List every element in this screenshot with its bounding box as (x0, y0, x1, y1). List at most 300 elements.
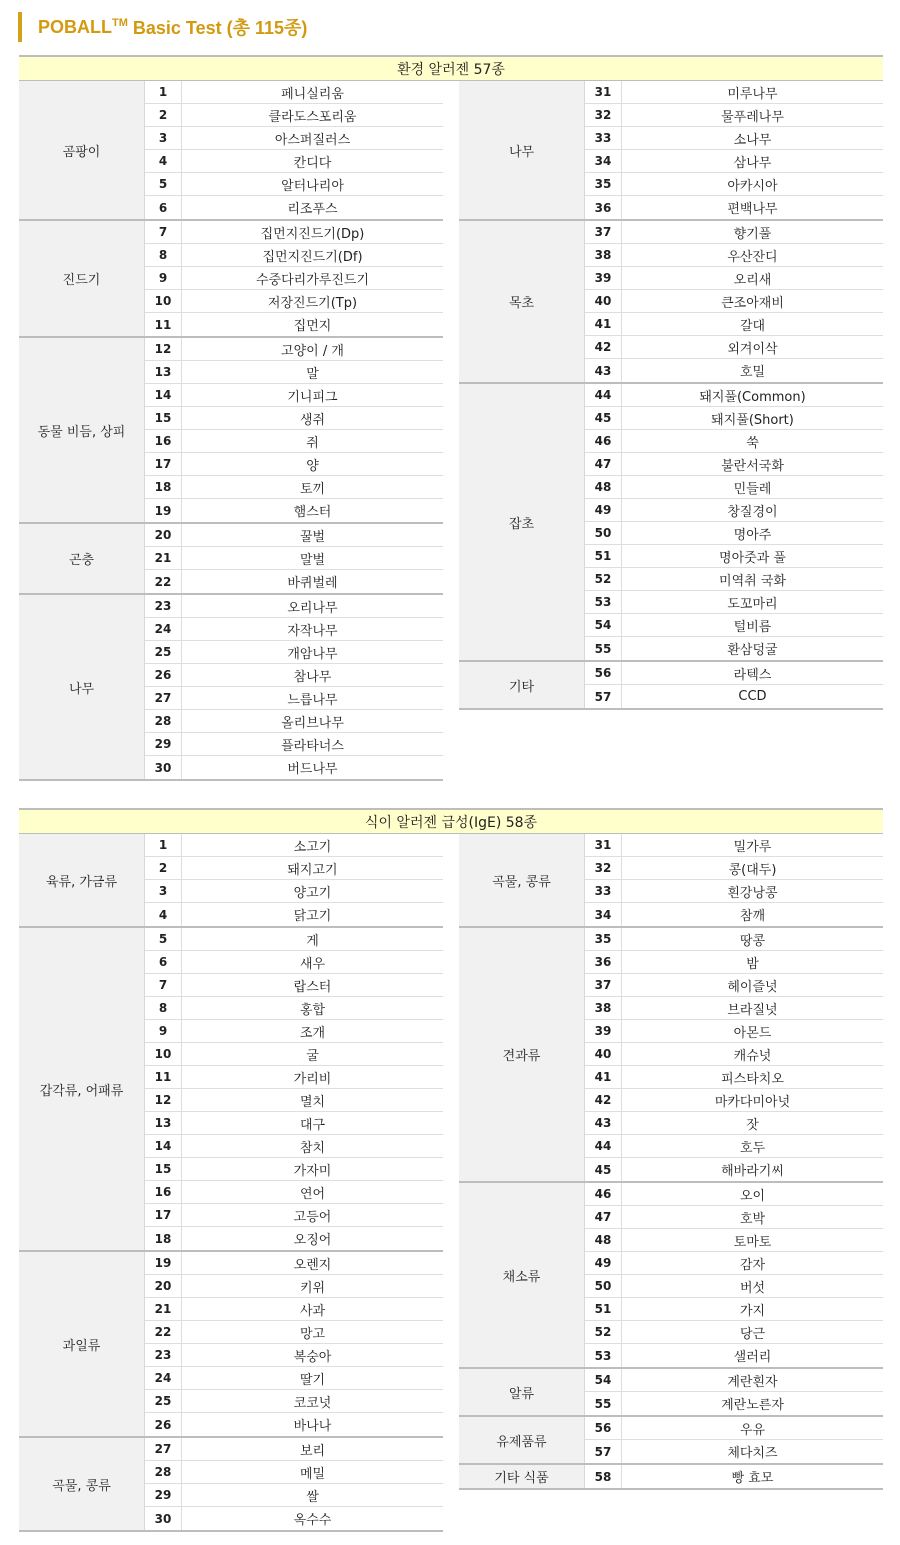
item-number: 23 (145, 595, 182, 617)
item-number: 37 (585, 974, 622, 996)
allergen-name: 물푸레나무 (721, 109, 784, 125)
category-label: 유제품류 (459, 1417, 585, 1463)
allergen-name: 굴 (306, 1048, 319, 1064)
allergen-name: 집먼지진드기(Dp) (260, 226, 365, 242)
allergen-name: 우산잔디 (727, 249, 778, 265)
table-row (145, 81, 443, 104)
item-number: 29 (145, 733, 182, 755)
allergen-name: 집먼지진드기(Df) (262, 249, 363, 265)
table-row (145, 476, 443, 499)
table-row (145, 570, 443, 593)
allergen-name: 향기풀 (733, 226, 772, 242)
table-row (145, 1066, 443, 1089)
item-number: 51 (585, 1298, 622, 1320)
category-label: 곡물, 콩류 (19, 1438, 145, 1530)
category-group (459, 1465, 883, 1490)
table-row (585, 453, 883, 476)
item-number: 38 (585, 997, 622, 1019)
table-row (145, 618, 443, 641)
table-row (585, 1043, 883, 1066)
item-number: 7 (145, 974, 182, 996)
table-row (585, 662, 883, 685)
allergen-name: 수중다리가루진드기 (255, 272, 370, 288)
table-row (585, 290, 883, 313)
table-row (145, 928, 443, 951)
table-row (585, 1298, 883, 1321)
item-number: 47 (585, 453, 622, 475)
item-number: 21 (145, 1298, 182, 1320)
category-label: 알류 (459, 1369, 585, 1415)
category-label: 곡물, 콩류 (459, 834, 585, 926)
allergen-name: 알터나리아 (281, 178, 344, 194)
category-label: 곰팡이 (19, 81, 145, 219)
allergen-name: 우유 (739, 1422, 766, 1438)
category-group (19, 834, 443, 928)
allergen-name: 해바라기씨 (721, 1164, 784, 1179)
table-row (585, 1321, 883, 1344)
item-number: 52 (585, 1321, 622, 1343)
allergen-name: 꿀벌 (299, 529, 326, 545)
table-row (585, 221, 883, 244)
table-row (145, 641, 443, 664)
item-number: 18 (145, 1227, 182, 1250)
category-group (19, 595, 443, 781)
table-row (585, 834, 883, 857)
item-number: 19 (145, 499, 182, 522)
allergen-name: 큰조아재비 (721, 295, 784, 311)
allergen-name: 오징어 (293, 1233, 332, 1248)
category-group (459, 928, 883, 1183)
item-number: 10 (145, 290, 182, 312)
allergen-name: 샐러리 (733, 1350, 772, 1365)
category-label: 진드기 (19, 221, 145, 336)
item-number: 30 (145, 1507, 182, 1530)
item-number: 17 (145, 1204, 182, 1226)
category-group (19, 1252, 443, 1438)
item-number: 17 (145, 453, 182, 475)
item-number: 33 (585, 880, 622, 902)
item-rows (145, 81, 443, 219)
item-number: 32 (585, 857, 622, 879)
table-row (585, 244, 883, 267)
item-rows (585, 1183, 883, 1367)
item-rows (145, 221, 443, 336)
table-row (585, 267, 883, 290)
table-row (585, 1252, 883, 1275)
item-rows (145, 524, 443, 593)
table-row (145, 1204, 443, 1227)
item-number: 46 (585, 1183, 622, 1205)
item-number: 51 (585, 545, 622, 567)
table-row (145, 290, 443, 313)
allergen-name: 고등어 (293, 1209, 332, 1225)
item-number: 15 (145, 407, 182, 429)
allergen-name: 고양이 / 개 (281, 343, 344, 359)
allergen-name: 저장진드기(Tp) (267, 295, 358, 311)
table-row (145, 361, 443, 384)
allergen-name: 아몬드 (733, 1025, 772, 1041)
allergen-name: CCD (738, 689, 767, 704)
category-group (19, 524, 443, 595)
item-number: 48 (585, 476, 622, 498)
table-row (145, 664, 443, 687)
item-number: 44 (585, 384, 622, 406)
title-main: POBALL (38, 16, 112, 37)
allergen-name: 새우 (299, 956, 326, 972)
item-number: 49 (585, 1252, 622, 1274)
item-number: 58 (585, 1465, 622, 1488)
table-row (585, 104, 883, 127)
item-number: 23 (145, 1344, 182, 1366)
category-group (19, 221, 443, 338)
table-row (145, 1135, 443, 1158)
table-row (145, 834, 443, 857)
env-right-table (459, 81, 883, 710)
item-number: 11 (145, 313, 182, 336)
item-number: 50 (585, 522, 622, 544)
section-header-food: 식이 알러젠 급성(IgE) 58종 (19, 808, 883, 834)
table-row (585, 313, 883, 336)
allergen-name: 땅콩 (739, 933, 766, 949)
allergen-name: 가리비 (293, 1071, 332, 1087)
table-row (145, 547, 443, 570)
item-number: 31 (585, 834, 622, 856)
allergen-name: 명아주 (733, 527, 772, 543)
allergen-name: 라텍스 (733, 667, 772, 683)
allergen-name: 사과 (299, 1303, 326, 1319)
item-number: 31 (585, 81, 622, 103)
allergen-name: 개암나무 (287, 646, 338, 662)
category-group (459, 1369, 883, 1417)
table-row (585, 522, 883, 545)
category-label: 견과류 (459, 928, 585, 1181)
allergen-name: 버드나무 (287, 762, 338, 777)
item-number: 9 (145, 267, 182, 289)
item-number: 34 (585, 150, 622, 172)
item-number: 2 (145, 104, 182, 126)
allergen-name: 집먼지 (293, 319, 332, 334)
category-label: 잡초 (459, 384, 585, 660)
table-row (585, 359, 883, 382)
allergen-name: 말벌 (299, 552, 326, 568)
table-row (585, 974, 883, 997)
item-rows (585, 1369, 883, 1415)
allergen-name: 키위 (299, 1280, 326, 1296)
table-row (145, 338, 443, 361)
table-row (145, 1089, 443, 1112)
environmental-allergen-section (19, 55, 883, 777)
title-rest: Basic Test (총 115종) (132, 18, 308, 38)
item-rows (145, 1438, 443, 1530)
allergen-name: 오리나무 (287, 600, 338, 616)
table-row (145, 1181, 443, 1204)
table-row (145, 313, 443, 336)
allergen-name: 닭고기 (293, 909, 332, 924)
table-row (585, 1089, 883, 1112)
item-number: 4 (145, 150, 182, 172)
table-row (585, 127, 883, 150)
table-row (585, 857, 883, 880)
category-label: 나무 (459, 81, 585, 219)
table-row (585, 997, 883, 1020)
category-label: 채소류 (459, 1183, 585, 1367)
allergen-name: 호밀 (739, 365, 766, 380)
table-row (145, 1344, 443, 1367)
table-row (585, 384, 883, 407)
table-row (585, 1275, 883, 1298)
table-row (585, 951, 883, 974)
item-number: 18 (145, 476, 182, 498)
allergen-name: 밤 (746, 956, 759, 972)
allergen-name: 도꼬마리 (727, 596, 778, 612)
allergen-name: 햄스터 (293, 505, 332, 520)
allergen-name: 바퀴벌레 (287, 576, 338, 591)
allergen-name: 리조푸스 (287, 202, 338, 217)
item-rows (585, 928, 883, 1181)
category-label: 나무 (19, 595, 145, 779)
allergen-name: 흰강낭콩 (727, 885, 778, 901)
allergen-name: 코코넛 (293, 1395, 332, 1411)
allergen-name: 당근 (739, 1326, 766, 1342)
table-row (585, 407, 883, 430)
table-row (585, 1392, 883, 1415)
item-number: 16 (145, 430, 182, 452)
item-number: 35 (585, 928, 622, 950)
table-row (585, 1158, 883, 1181)
allergen-name: 양 (306, 458, 319, 474)
allergen-name: 생쥐 (299, 412, 326, 428)
item-rows (585, 1417, 883, 1463)
table-row (585, 903, 883, 926)
category-label: 목초 (459, 221, 585, 382)
page-title (18, 12, 307, 42)
table-row (585, 591, 883, 614)
item-number: 53 (585, 591, 622, 613)
item-number: 42 (585, 1089, 622, 1111)
item-number: 20 (145, 1275, 182, 1297)
table-row (585, 1135, 883, 1158)
allergen-name: 감자 (739, 1257, 766, 1273)
table-row (145, 196, 443, 219)
item-number: 28 (145, 710, 182, 732)
allergen-name: 기니피그 (287, 389, 338, 405)
allergen-name: 올리브나무 (281, 715, 344, 731)
table-row (145, 1227, 443, 1250)
table-row (585, 568, 883, 591)
table-row (145, 903, 443, 926)
table-row (145, 407, 443, 430)
item-number: 43 (585, 359, 622, 382)
table-row (145, 1461, 443, 1484)
table-row (145, 499, 443, 522)
allergen-name: 환삼덩굴 (727, 643, 778, 658)
allergen-name: 양고기 (293, 885, 332, 901)
item-number: 46 (585, 430, 622, 452)
table-row (145, 127, 443, 150)
table-row (145, 173, 443, 196)
item-number: 43 (585, 1112, 622, 1134)
table-row (145, 756, 443, 779)
item-number: 32 (585, 104, 622, 126)
allergen-name: 미역취 국화 (719, 573, 786, 589)
category-group (19, 1438, 443, 1532)
table-row (145, 1020, 443, 1043)
item-number: 53 (585, 1344, 622, 1367)
table-row (145, 1252, 443, 1275)
item-rows (145, 595, 443, 779)
item-number: 12 (145, 338, 182, 360)
allergen-name: 망고 (299, 1326, 326, 1342)
item-number: 55 (585, 637, 622, 660)
item-number: 30 (145, 756, 182, 779)
table-row (145, 524, 443, 547)
allergen-name: 돼지고기 (287, 862, 338, 878)
allergen-name: 참깨 (739, 909, 766, 924)
table-row (585, 1417, 883, 1440)
item-number: 50 (585, 1275, 622, 1297)
item-number: 45 (585, 407, 622, 429)
allergen-name: 토끼 (299, 481, 326, 497)
item-number: 54 (585, 614, 622, 636)
item-number: 57 (585, 685, 622, 708)
table-row (585, 545, 883, 568)
item-number: 14 (145, 384, 182, 406)
table-row (585, 614, 883, 637)
table-row (145, 1484, 443, 1507)
item-number: 24 (145, 1367, 182, 1389)
category-label: 곤충 (19, 524, 145, 593)
allergen-name: 헤이즐넛 (727, 979, 778, 995)
allergen-name: 마카다미아넛 (714, 1094, 791, 1110)
allergen-name: 바나나 (293, 1419, 332, 1434)
table-row (145, 733, 443, 756)
table-row (585, 196, 883, 219)
table-row (145, 1043, 443, 1066)
allergen-name: 소고기 (293, 839, 332, 855)
allergen-name: 느릅나무 (287, 692, 338, 708)
allergen-name: 계란흰자 (727, 1374, 778, 1390)
allergen-name: 쑥 (746, 435, 759, 451)
table-row (145, 430, 443, 453)
allergen-name: 토마토 (733, 1234, 772, 1250)
item-number: 14 (145, 1135, 182, 1157)
allergen-name: 계란노른자 (721, 1398, 784, 1413)
table-row (145, 880, 443, 903)
category-label: 과일류 (19, 1252, 145, 1436)
item-number: 39 (585, 1020, 622, 1042)
item-rows (145, 834, 443, 926)
item-number: 27 (145, 1438, 182, 1460)
item-number: 44 (585, 1135, 622, 1157)
item-number: 47 (585, 1206, 622, 1228)
table-row (585, 81, 883, 104)
item-number: 9 (145, 1020, 182, 1042)
env-left-table (19, 81, 443, 781)
item-number: 3 (145, 880, 182, 902)
allergen-name: 연어 (299, 1186, 326, 1202)
table-row (585, 1206, 883, 1229)
table-row (145, 1298, 443, 1321)
item-number: 56 (585, 1417, 622, 1439)
allergen-name: 쌀 (306, 1489, 319, 1505)
item-number: 4 (145, 903, 182, 926)
item-number: 36 (585, 951, 622, 973)
table-row (585, 1066, 883, 1089)
item-number: 6 (145, 196, 182, 219)
item-rows (585, 384, 883, 660)
table-row (585, 685, 883, 708)
item-rows (585, 834, 883, 926)
item-number: 40 (585, 290, 622, 312)
allergen-name: 체다치즈 (727, 1446, 778, 1461)
item-number: 41 (585, 1066, 622, 1088)
allergen-name: 게 (306, 933, 319, 949)
allergen-name: 멸치 (299, 1094, 326, 1110)
item-number: 13 (145, 1112, 182, 1134)
item-rows (585, 1465, 883, 1488)
item-number: 28 (145, 1461, 182, 1483)
item-number: 15 (145, 1158, 182, 1180)
table-row (585, 1112, 883, 1135)
item-number: 22 (145, 1321, 182, 1343)
allergen-name: 밀가루 (733, 839, 772, 855)
table-row (145, 710, 443, 733)
item-number: 36 (585, 196, 622, 219)
category-group (19, 81, 443, 221)
item-number: 35 (585, 173, 622, 195)
allergen-name: 외겨이삭 (727, 341, 778, 357)
item-number: 42 (585, 336, 622, 358)
table-row (145, 104, 443, 127)
item-number: 21 (145, 547, 182, 569)
food-left-table (19, 834, 443, 1532)
category-group (19, 928, 443, 1252)
allergen-name: 명아줏과 풀 (719, 550, 786, 566)
allergen-name: 페니실리움 (281, 86, 344, 102)
item-number: 34 (585, 903, 622, 926)
category-group (459, 221, 883, 384)
item-number: 6 (145, 951, 182, 973)
category-label: 갑각류, 어패류 (19, 928, 145, 1250)
item-rows (145, 928, 443, 1250)
allergen-name: 딸기 (299, 1372, 326, 1388)
table-row (145, 997, 443, 1020)
item-rows (585, 662, 883, 708)
food-allergen-section (19, 808, 883, 1528)
table-row (145, 1507, 443, 1530)
table-row (145, 857, 443, 880)
allergen-name: 랍스터 (293, 979, 332, 995)
item-number: 8 (145, 244, 182, 266)
table-row (585, 1465, 883, 1488)
item-number: 2 (145, 857, 182, 879)
item-number: 10 (145, 1043, 182, 1065)
allergen-name: 오리새 (733, 272, 772, 288)
item-number: 26 (145, 1413, 182, 1436)
item-number: 5 (145, 928, 182, 950)
table-row (585, 1369, 883, 1392)
table-row (145, 221, 443, 244)
item-rows (145, 1252, 443, 1436)
allergen-name: 참치 (299, 1140, 326, 1156)
category-group (19, 338, 443, 524)
allergen-name: 아스퍼질러스 (274, 132, 351, 148)
table-row (145, 244, 443, 267)
table-row (145, 267, 443, 290)
item-number: 5 (145, 173, 182, 195)
table-row (585, 1229, 883, 1252)
table-row (145, 1275, 443, 1298)
